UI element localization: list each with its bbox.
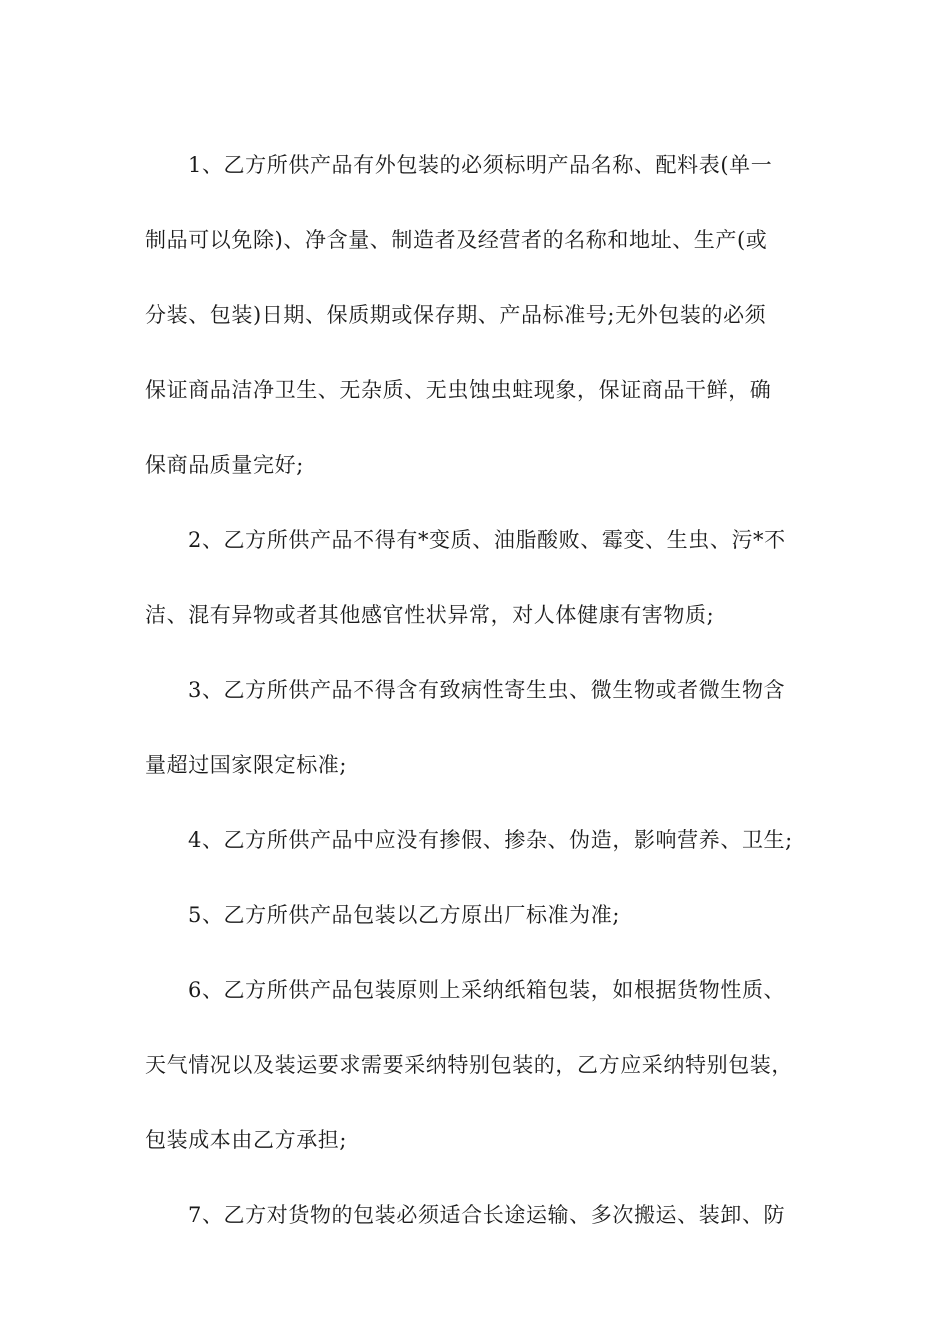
text-line: 1、乙方所供产品有外包装的必须标明产品名称、配料表(单一 [188, 153, 773, 177]
text-line: 4、乙方所供产品中应没有掺假、掺杂、伪造，影响营养、卫生; [188, 828, 793, 852]
document-body [145, 128, 825, 1253]
text-line: 保商品质量完好; [145, 453, 304, 477]
text-line: 量超过国家限定标准; [145, 753, 348, 777]
text-line: 5、乙方所供产品包装以乙方原出厂标准为准; [188, 903, 621, 927]
clause-6 [145, 953, 825, 1178]
clause-2 [145, 503, 825, 653]
text-line: 保证商品洁净卫生、无杂质、无虫蚀虫蛀现象，保证商品干鲜，确 [145, 378, 772, 402]
text-line: 3、乙方所供产品不得含有致病性寄生虫、微生物或者微生物含 [188, 678, 786, 702]
text-line: 天气情况以及装运要求需要采纳特别包装的，乙方应采纳特别包装， [145, 1053, 793, 1077]
text-line: 包装成本由乙方承担; [145, 1128, 348, 1152]
text-line: 分装、包装)日期、保质期或保存期、产品标准号;无外包装的必须 [145, 303, 767, 327]
text-line: 7、乙方对货物的包装必须适合长途运输、多次搬运、装卸、防 [188, 1203, 786, 1227]
clause-7 [145, 1178, 825, 1253]
clause-4 [145, 803, 825, 878]
text-line: 制品可以免除)、净含量、制造者及经营者的名称和地址、生产(或 [145, 228, 768, 252]
text-line: 6、乙方所供产品包装原则上采纳纸箱包装，如根据货物性质、 [188, 978, 786, 1002]
text-line: 2、乙方所供产品不得有*变质、油脂酸败、霉变、生虫、污*不 [188, 528, 786, 552]
clause-5 [145, 878, 825, 953]
clause-3 [145, 653, 825, 803]
clause-1 [145, 128, 825, 503]
text-line: 洁、混有异物或者其他感官性状异常，对人体健康有害物质; [145, 603, 715, 627]
